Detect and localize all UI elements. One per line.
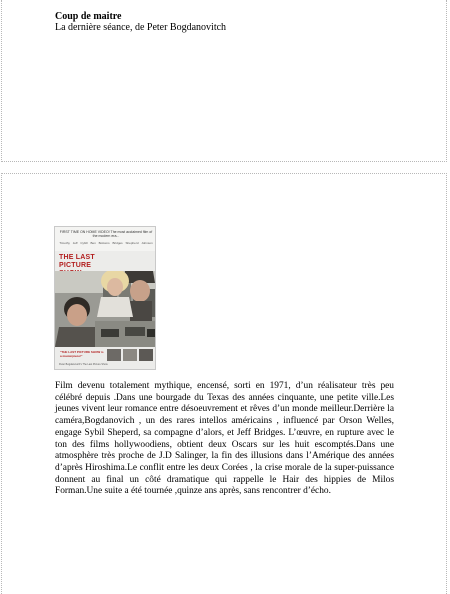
poster-thumbnails — [107, 349, 153, 361]
poster-bottom-credit: Peter Bogdanovich's The Last Picture Show — [59, 363, 108, 366]
article-title: Coup de maitre — [55, 11, 122, 22]
article-subtitle: La dernière séance, de Peter Bogdanovitch — [55, 22, 227, 33]
article-body: Film devenu totalement mythique, encensé, sorti en 1971, d’un réalisateur très peu célébré depuis .Dans une bourgade du Texas des années cinquante, une petite ville.Les jeunes vivent leur romance entre désoeuvrement et rêves d’un monde meilleur.Derrière la caméra,Bogdanovich , un des rares intellos américains , influencé par Orson Welles, engage Sybil Sheperd, sa compagne d’alors, et Jeff Bridges. L’œuvre, en rupture avec le ton des films hollywoodiens, obtient deux Oscars sur les huit escomptés.Dans une atmosphère très proche de J.D Salinger, la fin des illusions dans l’Amérique des années d’après Hiroshima.Le conflit entre les deux Corées , la crise morale de la super-puissance donnent au final un côté dramatique qui rappelle le Hair des hippies de Milos Forman.Une suite a été tournée ,quinze ans après, sans rencontrer d’écho. — [55, 381, 394, 497]
movie-poster-image — [54, 226, 156, 370]
poster-title: THE LAST PICTURE — [59, 254, 95, 269]
page-gap — [0, 163, 450, 173]
poster-photo — [55, 271, 156, 347]
poster-tagline: FIRST TIME ON HOME VIDEO! The most acclaimed film of the modern era... — [59, 230, 153, 238]
poster-quote: "THE LAST PICTURE SHOW is a masterpiece!" — [60, 350, 104, 358]
poster-credits: Timothy Jeff Cybill Ben Bottoms Bridges Shepherd Johnson — [59, 241, 153, 245]
